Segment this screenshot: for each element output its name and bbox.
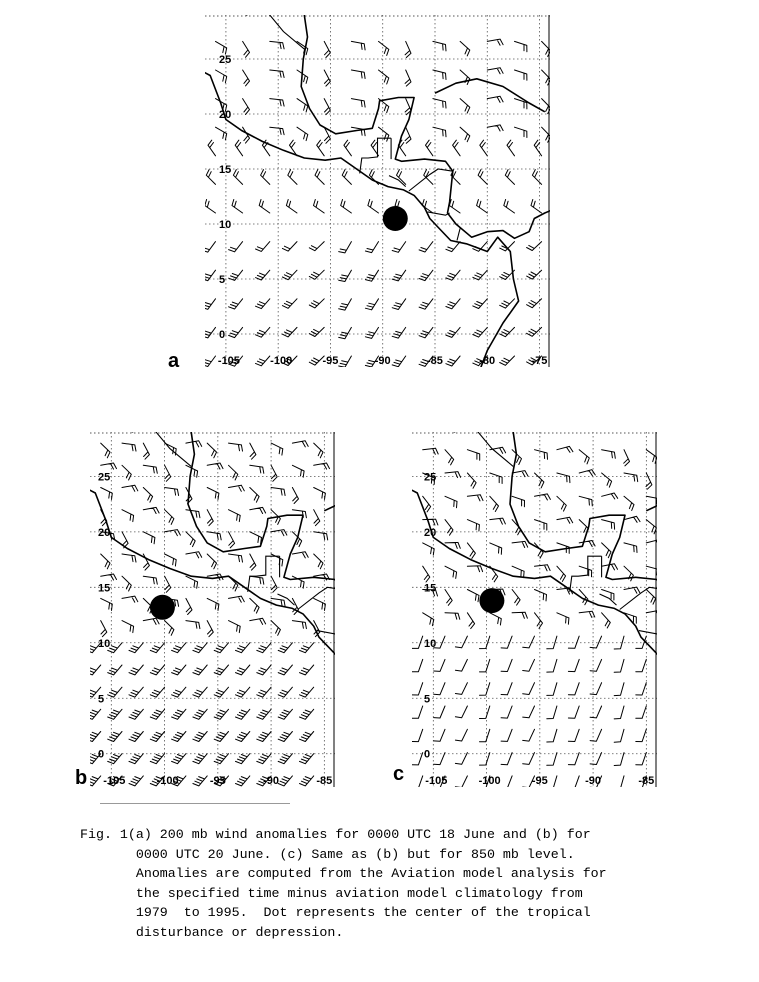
panel-label-a: a xyxy=(168,350,180,372)
caption-line: Fig. 1(a) 200 mb wind anomalies for 0000 UTC 18 June and (b) for xyxy=(80,827,591,842)
disturbance-center-dot xyxy=(150,595,175,620)
lat-tick-label: 10 xyxy=(219,219,232,231)
lat-tick-label: 20 xyxy=(98,526,111,539)
lat-tick-label: 0 xyxy=(98,748,105,761)
lon-tick-label: -95 xyxy=(209,775,226,787)
lon-tick-label: -100 xyxy=(156,775,179,787)
map-c-svg xyxy=(412,432,657,787)
lat-tick-label: 15 xyxy=(219,164,232,176)
country-border xyxy=(639,631,657,634)
lat-tick-label: 15 xyxy=(98,582,111,595)
lat-tick-label: 5 xyxy=(98,693,105,706)
lon-tick-label: -85 xyxy=(638,775,655,787)
lat-tick-label: 25 xyxy=(219,54,232,66)
caption-line: 1979 to 1995. Dot represents the center of the tropical xyxy=(80,905,591,920)
map-panel-a xyxy=(205,15,550,367)
lon-tick-label: -105 xyxy=(217,355,240,367)
lat-tick-label: 10 xyxy=(98,637,111,650)
caption-line: the specified time minus aviation model climatology from xyxy=(80,885,583,901)
disturbance-center-dot xyxy=(383,206,408,231)
disturbance-center-dot xyxy=(479,588,504,613)
coastline xyxy=(510,432,657,657)
lon-tick-label: -100 xyxy=(478,775,501,787)
lat-tick-label: 5 xyxy=(424,693,431,706)
figure-caption xyxy=(80,825,740,942)
lon-tick-label: -95 xyxy=(322,355,339,367)
lon-tick-label: -90 xyxy=(263,775,279,787)
lat-tick-label: 20 xyxy=(219,109,232,121)
lat-tick-label: 15 xyxy=(424,582,437,595)
map-panel-b xyxy=(90,432,335,787)
panel-label-c: c xyxy=(393,763,405,785)
lat-tick-label: 10 xyxy=(424,637,437,650)
lon-tick-label: -75 xyxy=(531,355,548,367)
lon-tick-label: -90 xyxy=(585,775,601,787)
lon-tick-label: -105 xyxy=(103,775,126,787)
lon-tick-label: -85 xyxy=(427,355,443,367)
lat-tick-label: 25 xyxy=(424,471,437,484)
country-border xyxy=(298,587,335,609)
country-border xyxy=(409,169,453,191)
country-border xyxy=(389,176,406,187)
lat-tick-label: 20 xyxy=(424,526,437,539)
caption-line: Anomalies are computed from the Aviation model analysis for xyxy=(80,866,607,881)
panel-label-b: b xyxy=(75,767,88,789)
coastline xyxy=(324,496,335,529)
caption-line: 0000 UTC 20 June. (c) Same as (b) but for 850 mb level. xyxy=(80,846,575,862)
lon-tick-label: -95 xyxy=(531,775,548,787)
map-b-svg xyxy=(90,432,335,787)
coastline xyxy=(435,79,545,112)
lon-tick-label: -85 xyxy=(316,775,333,787)
lon-tick-label: -90 xyxy=(374,355,391,367)
lon-tick-label: -105 xyxy=(425,775,448,787)
lat-tick-label: 0 xyxy=(424,748,431,761)
lat-tick-label: 5 xyxy=(219,274,226,286)
country-border xyxy=(428,212,450,215)
country-border xyxy=(457,228,460,240)
wind-barbs xyxy=(90,441,333,787)
map-a-svg xyxy=(205,15,550,367)
lon-tick-label: -80 xyxy=(479,355,496,367)
coastline xyxy=(205,15,519,367)
lat-tick-label: 25 xyxy=(98,471,111,484)
caption-line: disturbance or depression. xyxy=(80,924,344,940)
country-border xyxy=(570,556,602,592)
wind-barbs xyxy=(412,446,657,787)
wind-barbs xyxy=(205,39,550,367)
lon-tick-label: -100 xyxy=(270,355,293,367)
caption-rule xyxy=(100,803,290,804)
lat-tick-label: 0 xyxy=(219,329,226,341)
map-panel-c xyxy=(412,432,657,787)
